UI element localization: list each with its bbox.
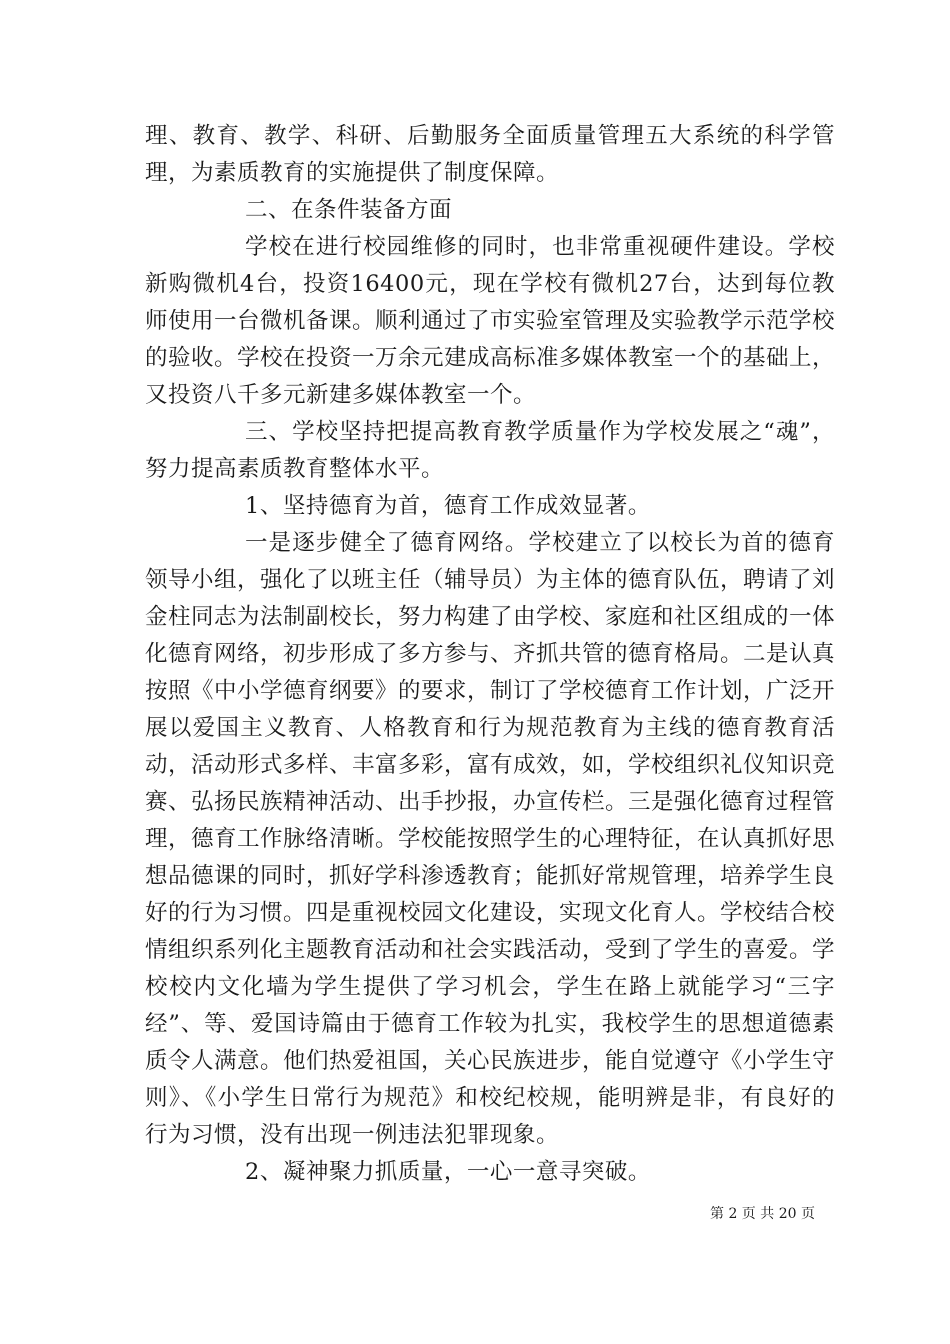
section-heading-equipment: 二、在条件装备方面 bbox=[245, 197, 453, 223]
page-number: 第 2 页 共 20 页 bbox=[710, 1206, 815, 1222]
section-heading-quality: 三、学校坚持把提高教育教学质量作为学校发展之“魂”，努力提高素质教育整体水平。 bbox=[145, 419, 835, 482]
document-body bbox=[145, 118, 835, 1191]
subheading-moral-education: 1、坚持德育为首，德育工作成效显著。 bbox=[245, 493, 651, 519]
paragraph-continuation: 理、教育、教学、科研、后勤服务全面质量管理五大系统的科学管理，为素质教育的实施提供了制度保障。 bbox=[145, 123, 835, 186]
paragraph-equipment: 学校在进行校园维修的同时，也非常重视硬件建设。学校新购微机4台，投资16400元，现在学校有微机27台，达到每位教师使用一台微机备课。顺利通过了市实验室管理及实验教学示范学校的验收。学校在投资一万余元建成高标准多媒体教室一个的基础上，又投资八千多元新建多媒体教室一个。 bbox=[145, 234, 836, 408]
subheading-quality-focus: 2、凝神聚力抓质量，一心一意寻突破。 bbox=[245, 1159, 651, 1185]
paragraph-moral-education: 一是逐步健全了德育网络。学校建立了以校长为首的德育领导小组，强化了以班主任（辅导员）为主体的德育队伍，聘请了刘金柱同志为法制副校长，努力构建了由学校、家庭和社区组成的一体化德育网络，初步形成了多方参与、齐抓共管的德育格局。二是认真按照《中小学德育纲要》的要求，制订了学校德育工作计划，广泛开展以爱国主义教育、人格教育和行为规范教育为主线的德育教育活动，活动形式多样、丰富多彩，富有成效，如，学校组织礼仪知识竞赛、弘扬民族精神活动、出手抄报，办宣传栏。三是强化德育过程管理，德育工作脉络清晰。学校能按照学生的心理特征，在认真抓好思想品德课的同时，抓好学科渗透教育；能抓好常规管理，培养学生良好的行为习惯。四是重视校园文化建设，实现文化育人。学校结合校情组织系列化主题教育活动和社会实践活动，受到了学生的喜爱。学校校内文化墙为学生提供了学习机会，学生在路上就能学习“三字经”、等、爱国诗篇由于德育工作较为扎实，我校学生的思想道德素质令人满意。他们热爱祖国，关心民族进步，能自觉遵守《小学生守则》、《小学生日常行为规范》和校纪校规，能明辨是非，有良好的行为习惯，没有出现一例违法犯罪现象。 bbox=[145, 530, 836, 1148]
